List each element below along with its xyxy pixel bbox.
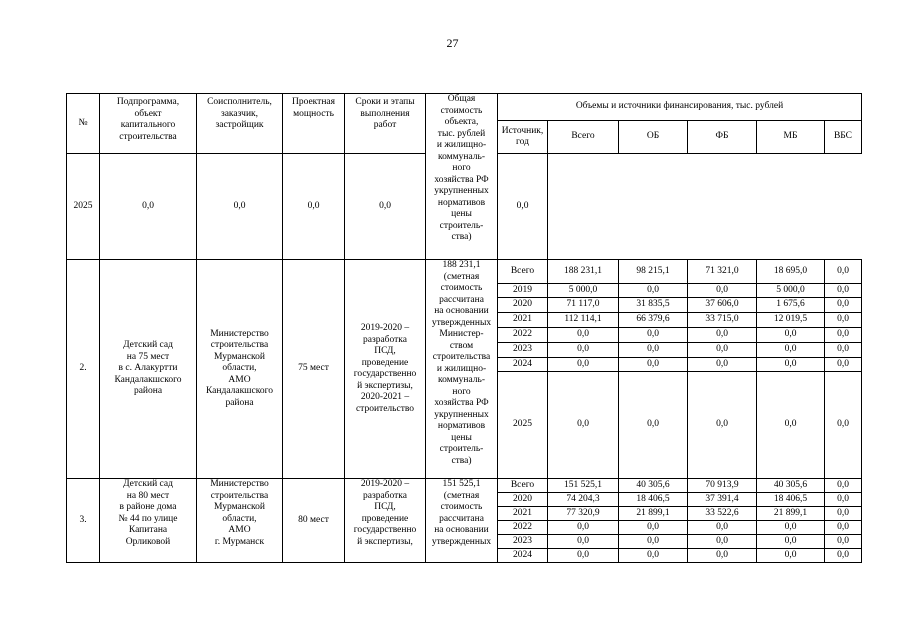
obj2-cost [426, 260, 498, 479]
text-line: в с. Алакуртти [118, 363, 178, 374]
text-line: утвержденных [431, 317, 492, 328]
obj3-cost [426, 479, 498, 563]
text-line: цены [451, 432, 472, 443]
cell-vbs: 0,0 [825, 493, 862, 507]
cell-ob: 18 406,5 [619, 493, 688, 507]
text-line: застройщик [215, 120, 264, 130]
cell-mb: 0,0 [757, 343, 825, 358]
obj3-num: 3. [67, 479, 100, 563]
obj3-executor [197, 479, 283, 563]
cell-year: 2023 [498, 343, 548, 358]
text-line: (сметная [443, 490, 480, 501]
text-line: ного [452, 386, 471, 397]
header-executor [197, 94, 283, 154]
cell-total: 0,0 [548, 372, 619, 479]
header-subprogram [100, 94, 197, 154]
text-line: 2019-2020 – [360, 479, 410, 489]
header-col-total: Всего [548, 121, 619, 154]
cell-mb: 5 000,0 [757, 284, 825, 298]
cell-vbs: 0,0 [825, 343, 862, 358]
cell-ob: 40 305,6 [619, 479, 688, 493]
header-col-ob: ОБ [619, 121, 688, 154]
text-line: мощность [293, 108, 334, 119]
text-line: разработка [363, 334, 407, 345]
text-line: на 75 мест [126, 351, 170, 362]
text-line: и жилищно- [436, 140, 487, 150]
text-line: выполнения [360, 108, 410, 119]
cell-ob: 31 835,5 [619, 298, 688, 313]
cell-ob: 66 379,6 [619, 313, 688, 328]
text-line: Министерство [210, 328, 269, 339]
cell-year: 2023 [498, 535, 548, 549]
text-line: Кандалакшского [205, 386, 274, 397]
cell-mb: 0,0 [757, 372, 825, 479]
obj3-name [100, 479, 197, 563]
text-line: тыс. рублей [437, 128, 486, 139]
cell-fb: 0,0 [688, 521, 757, 535]
cell-total: 0,0 [100, 154, 197, 260]
table-row [67, 479, 862, 493]
cell-fb: 0,0 [283, 154, 345, 260]
cell-fb: 0,0 [688, 343, 757, 358]
text-line: Сроки и этапы [355, 97, 415, 107]
text-line: на основании [434, 306, 489, 316]
text-line: строительство [355, 403, 415, 414]
text-line: стоимость [440, 105, 483, 116]
text-line: и жилищно- [436, 363, 487, 374]
header-financing: Объемы и источники финансирования, тыс. рублей [498, 94, 862, 121]
obj2-capacity: 75 мест [283, 260, 345, 479]
cell-vbs: 0,0 [825, 521, 862, 535]
cell-year: 2022 [498, 521, 548, 535]
text-line: Капитана [128, 525, 168, 535]
cell-ob: 0,0 [619, 343, 688, 358]
cell-year: 2021 [498, 507, 548, 521]
obj2-num: 2. [67, 260, 100, 479]
cell-mb: 1 675,6 [757, 298, 825, 313]
text-line: строительства [119, 131, 177, 142]
text-line: района [225, 397, 254, 408]
obj3-terms [345, 479, 426, 563]
cell-ob: 0,0 [619, 549, 688, 563]
cell-vbs: 0,0 [825, 298, 862, 313]
text-line: Соисполнитель, [207, 97, 272, 107]
text-line: Министер- [439, 329, 484, 339]
cell-year: 2022 [498, 328, 548, 343]
text-line: 2019-2020 – [360, 323, 410, 333]
text-line: проведение [361, 357, 409, 368]
cell-ob: 21 899,1 [619, 507, 688, 521]
text-line: на основании [434, 525, 489, 535]
text-line: Министерство [210, 479, 269, 489]
text-line: ПСД, [374, 346, 396, 356]
text-line: укрупненных [434, 409, 489, 420]
text-line: АМО [228, 525, 251, 535]
text-line: области, [222, 513, 257, 524]
cell-fb: 0,0 [688, 328, 757, 343]
cell-fb: 33 522,6 [688, 507, 757, 521]
cell-fb: 37 606,0 [688, 298, 757, 313]
obj2-name [100, 260, 197, 479]
financing-table [66, 93, 862, 563]
text-line: ПСД, [374, 502, 396, 512]
header-col-vbs: ВБС [825, 121, 862, 154]
cell-total: 71 117,0 [548, 298, 619, 313]
text-line: разработка [363, 490, 407, 501]
obj2-executor [197, 260, 283, 479]
text-line: Проектная [291, 97, 335, 107]
text-line: Источник, [501, 125, 544, 136]
text-line: Общая [447, 94, 476, 104]
cell-mb: 40 305,6 [757, 479, 825, 493]
text-line: (сметная [443, 271, 480, 282]
cell-ob: 0,0 [619, 372, 688, 479]
cell-year: 2019 [498, 284, 548, 298]
cell-vbs: 0,0 [825, 260, 862, 284]
cell-ob: 0,0 [619, 358, 688, 372]
text-line: рассчитана [439, 513, 484, 524]
text-line: нормативов [437, 421, 486, 431]
text-line: области, [222, 363, 257, 374]
text-line: проведение [361, 513, 409, 524]
text-line: 151 525,1 [442, 479, 481, 489]
obj2-terms [345, 260, 426, 479]
cell-vbs: 0,0 [825, 358, 862, 372]
header-num: № [67, 94, 100, 154]
cell-mb: 0,0 [757, 328, 825, 343]
cell-ob: 0,0 [619, 284, 688, 298]
cell-total: 112 114,1 [548, 313, 619, 328]
cell-mb: 21 899,1 [757, 507, 825, 521]
cell-vbs: 0,0 [825, 535, 862, 549]
text-line: утвержденных [431, 536, 492, 547]
cell-year: Всего [498, 260, 548, 284]
header-source-year [498, 121, 548, 154]
cell-vbs: 0,0 [825, 284, 862, 298]
cell-ob: 98 215,1 [619, 260, 688, 284]
text-line: объекта, [444, 117, 479, 127]
cell-vbs: 0,0 [825, 479, 862, 493]
cell-total: 74 204,3 [548, 493, 619, 507]
cell-total: 0,0 [548, 343, 619, 358]
cell-total: 0,0 [548, 535, 619, 549]
header-col-mb: МБ [757, 121, 825, 154]
text-line: ства) [451, 455, 472, 466]
text-line: строительства [210, 340, 269, 351]
cell-total: 0,0 [548, 521, 619, 535]
text-line: государственно [353, 369, 417, 379]
text-line: Мурманской [214, 502, 265, 512]
text-line: стоимость [440, 502, 483, 512]
cell-total: 0,0 [548, 358, 619, 372]
text-line: хозяйства РФ [434, 398, 489, 408]
cell-mb: 0,0 [757, 358, 825, 372]
text-line: Орликовой [125, 536, 171, 547]
cell-year: 2020 [498, 493, 548, 507]
cell-fb: 70 913,9 [688, 479, 757, 493]
cell-total: 5 000,0 [548, 284, 619, 298]
text-line: строительства [210, 490, 269, 501]
header-capacity [283, 94, 345, 154]
cell-fb: 0,0 [688, 284, 757, 298]
text-line: ством [449, 340, 474, 351]
text-line: № 44 по улице [118, 513, 178, 524]
cell-mb: 12 019,5 [757, 313, 825, 328]
text-line: района [133, 386, 163, 397]
cell-mb: 0,0 [757, 521, 825, 535]
cell-vbs: 0,0 [498, 154, 548, 260]
text-line: 2020-2021 – [360, 392, 410, 402]
cell-fb: 0,0 [688, 358, 757, 372]
text-line: строительства [432, 352, 491, 362]
cell-ob: 0,0 [197, 154, 283, 260]
text-line: хозяйства РФ [434, 174, 489, 185]
cell-fb: 0,0 [688, 549, 757, 563]
cell-fb: 37 391,4 [688, 493, 757, 507]
text-line: цены [451, 209, 472, 219]
cell-fb: 71 321,0 [688, 260, 757, 284]
cell-total: 77 320,9 [548, 507, 619, 521]
cell-year: 2020 [498, 298, 548, 313]
cell-mb: 0,0 [345, 154, 426, 260]
text-line: Детский сад [123, 479, 173, 489]
text-line: заказчик, [220, 108, 259, 119]
text-line: й экспертизы, [357, 536, 413, 547]
text-line: объект [134, 108, 162, 119]
cell-ob: 0,0 [619, 521, 688, 535]
text-line: нормативов [437, 197, 486, 208]
text-line: Детский сад [123, 340, 173, 351]
cell-vbs: 0,0 [825, 549, 862, 563]
obj3-capacity: 80 мест [283, 479, 345, 563]
cell-year: Всего [498, 479, 548, 493]
text-line: ства) [451, 232, 472, 242]
text-line: работ [373, 120, 397, 130]
text-line: укрупненных [434, 186, 489, 196]
cell-vbs: 0,0 [825, 372, 862, 479]
text-line: в районе дома [119, 502, 177, 512]
text-line: государственно [353, 525, 417, 535]
cell-fb: 0,0 [688, 535, 757, 549]
cell-year: 2021 [498, 313, 548, 328]
text-line: коммуналь- [437, 151, 486, 162]
text-line: Подпрограмма, [116, 97, 180, 107]
header-col-fb: ФБ [688, 121, 757, 154]
header-terms [345, 94, 426, 154]
cell-vbs: 0,0 [825, 313, 862, 328]
cell-year: 2025 [67, 154, 100, 260]
text-line: строитель- [439, 220, 484, 231]
text-line: год [516, 137, 529, 147]
cell-vbs: 0,0 [825, 507, 862, 521]
text-line: коммуналь- [437, 375, 486, 385]
cell-mb: 18 406,5 [757, 493, 825, 507]
cell-mb: 0,0 [757, 535, 825, 549]
cell-mb: 0,0 [757, 549, 825, 563]
text-line: АМО [228, 374, 251, 385]
cell-vbs: 0,0 [825, 328, 862, 343]
cell-ob: 0,0 [619, 535, 688, 549]
cell-year: 2025 [498, 372, 548, 479]
header-total-cost [426, 94, 498, 260]
text-line: Кандалакшского [114, 374, 182, 385]
text-line: стоимость [440, 283, 483, 293]
cell-mb: 18 695,0 [757, 260, 825, 284]
cell-ob: 0,0 [619, 328, 688, 343]
text-line: капитального [120, 120, 176, 130]
cell-year: 2024 [498, 549, 548, 563]
text-line: г. Мурманск [214, 536, 265, 547]
cell-total: 0,0 [548, 328, 619, 343]
text-line: строитель- [439, 444, 484, 454]
text-line: й экспертизы, [357, 380, 413, 391]
text-line: ного [452, 163, 471, 173]
cell-total: 188 231,1 [548, 260, 619, 284]
cell-total: 0,0 [548, 549, 619, 563]
text-line: на 80 мест [126, 490, 170, 501]
text-line: рассчитана [439, 294, 484, 305]
text-line: Мурманской [214, 351, 265, 362]
cell-year: 2024 [498, 358, 548, 372]
cell-fb: 0,0 [688, 372, 757, 479]
text-line: 188 231,1 [442, 260, 481, 270]
cell-total: 151 525,1 [548, 479, 619, 493]
cell-fb: 33 715,0 [688, 313, 757, 328]
page-number: 27 [446, 36, 459, 50]
table-row [67, 260, 862, 284]
